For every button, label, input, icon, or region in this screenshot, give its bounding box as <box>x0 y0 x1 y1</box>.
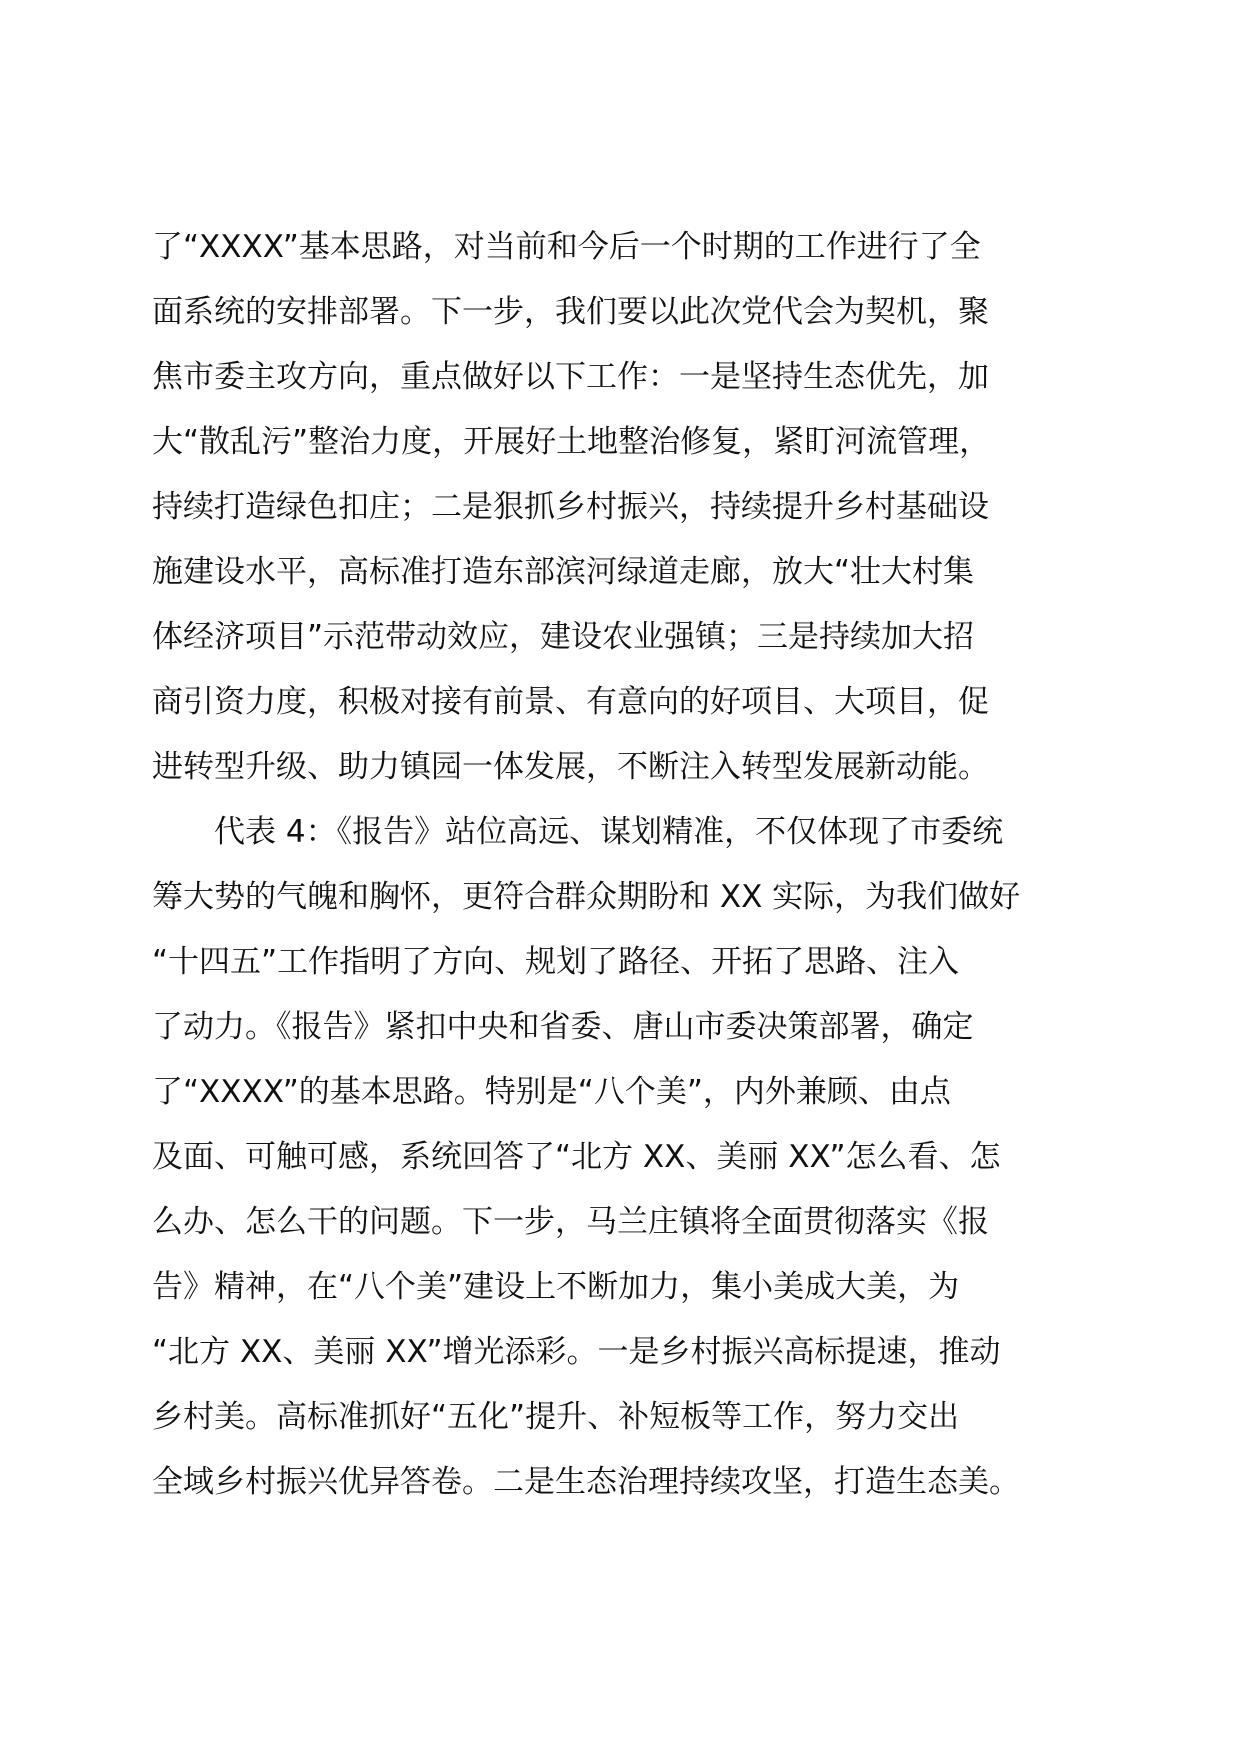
text-line: 么办、怎么干的问题。下一步，马兰庄镇将全面贯彻落实《报 <box>152 1204 989 1240</box>
text-line: 焦市委主攻方向，重点做好以下工作：一是坚持生态优先，加 <box>152 359 989 395</box>
text-line: 了“XXXX”基本思路，对当前和今后一个时期的工作进行了全 <box>152 229 981 265</box>
text-line: 持续打造绿色扣庄；二是狠抓乡村振兴，持续提升乡村基础设 <box>152 489 989 525</box>
text-line: 了“XXXX”的基本思路。特别是“八个美”，内外兼顾、由点 <box>152 1074 951 1110</box>
text-line: 筹大势的气魄和胸怀，更符合群众期盼和 XX 实际，为我们做好 <box>152 879 1021 915</box>
text-line: 面系统的安排部署。下一步，我们要以此次党代会为契机，聚 <box>152 294 989 330</box>
text-line: 全域乡村振兴优异答卷。二是生态治理持续攻坚，打造生态美。 <box>152 1464 1020 1500</box>
text-line: 乡村美。高标准抓好“五化”提升、补短板等工作，努力交出 <box>152 1399 960 1435</box>
text-line: 施建设水平，高标准打造东部滨河绿道走廊，放大“壮大村集 <box>152 554 975 590</box>
text-line: 及面、可触可感，系统回答了“北方 XX、美丽 XX”怎么看、怎 <box>152 1139 1001 1175</box>
paragraph-start-line: 代表 4：《报告》站位高远、谋划精准，不仅体现了市委统 <box>152 814 1004 850</box>
body-text <box>152 215 1097 1515</box>
text-line: 进转型升级、助力镇园一体发展，不断注入转型发展新动能。 <box>152 749 989 785</box>
text-line: 大“散乱污”整治力度，开展好土地整治修复，紧盯河流管理， <box>152 424 991 460</box>
text-line: 了动力。《报告》紧扣中央和省委、唐山市委决策部署，确定 <box>152 1009 974 1045</box>
text-line: “北方 XX、美丽 XX”增光添彩。一是乡村振兴高标提速，推动 <box>152 1334 1001 1370</box>
text-line: 商引资力度，积极对接有前景、有意向的好项目、大项目，促 <box>152 684 989 720</box>
text-line: “十四五”工作指明了方向、规划了路径、开拓了思路、注入 <box>152 944 960 980</box>
text-line: 告》精神，在“八个美”建设上不断加力，集小美成大美，为 <box>152 1269 960 1305</box>
text-line: 体经济项目”示范带动效应，建设农业强镇；三是持续加大招 <box>152 619 975 655</box>
